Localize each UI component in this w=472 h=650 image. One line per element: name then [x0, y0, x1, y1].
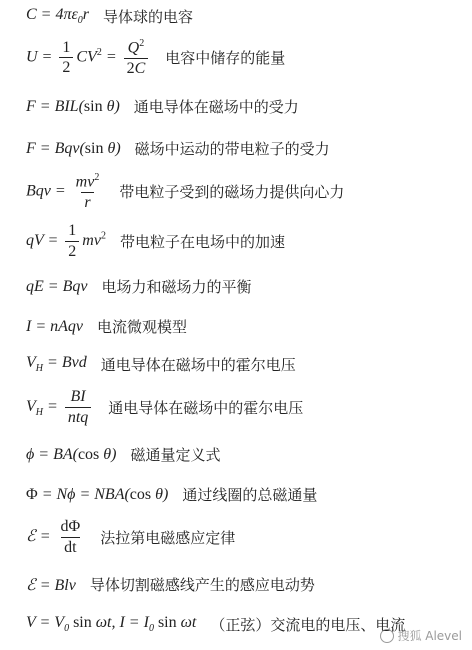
- sohu-logo-icon: [380, 629, 394, 643]
- formula: ϕ = BA(cos θ): [26, 445, 117, 463]
- formula: F = BIL(sin θ): [26, 97, 120, 115]
- formula-description: 电流微观模型: [97, 318, 188, 336]
- formula-row: [26, 316, 187, 337]
- formula-description: 通过线圈的总磁通量: [182, 486, 318, 504]
- formula: I = nAqv: [26, 317, 83, 335]
- formula-row: [26, 172, 344, 212]
- formula: qV = $\frac{1}{2}$ $mv^2$: [26, 222, 106, 260]
- formula: Bqv = $\frac{mv^2}{r}$: [26, 172, 100, 211]
- formula-description: 磁场中运动的带电粒子的受力: [134, 140, 330, 158]
- formula: $C = 4\pi\varepsilon_0r$: [26, 6, 90, 27]
- formula: U = $\frac{1}{2}$ $CV^2$ = $\frac{Q^2}{2C}$: [26, 38, 151, 78]
- watermark: [380, 627, 462, 644]
- formula-row: [26, 96, 299, 117]
- formula-row: [26, 138, 330, 159]
- formula-row: [26, 6, 193, 27]
- formula-description: 通电导体在磁场中的霍尔电压: [108, 398, 304, 417]
- formula-row: [26, 518, 235, 556]
- formula: Φ = Nϕ = NBA(cos θ): [26, 485, 169, 503]
- formula-description: 磁通量定义式: [130, 446, 221, 464]
- formula: qE = Bqv: [26, 277, 88, 295]
- formula-row: [26, 388, 303, 426]
- formula: F = Bqv(sin θ): [26, 139, 121, 157]
- formula: ℰ = Blv: [26, 576, 76, 594]
- formula: $V_H$ = BI ntq: [26, 388, 94, 426]
- formula: ℰ = $\frac{d\Phi}{dt}$: [26, 518, 81, 556]
- formula-description: 电容中储存的能量: [165, 49, 286, 68]
- formula-description: 导体球的电容: [103, 8, 194, 26]
- watermark-text: 搜狐 Alevel: [397, 629, 462, 643]
- formula: $V_H$ = Bvd: [26, 354, 87, 375]
- formula-row: [26, 276, 251, 297]
- formula-row: [26, 354, 296, 375]
- formula: $V = V_0$ sin ωt, $I = I_0$ sin ωt: [26, 614, 197, 635]
- formula-row: [26, 484, 317, 505]
- formula-row: [26, 614, 405, 635]
- formula-description: 电场力和磁场力的平衡: [101, 278, 252, 296]
- formula-description: 通电导体在磁场中的受力: [133, 98, 299, 116]
- formula-description: （正弦）交流电的电压、电流: [210, 616, 406, 634]
- formula-row: [26, 574, 315, 595]
- formula-description: 导体切割磁感线产生的感应电动势: [89, 576, 315, 594]
- formula-row: [26, 38, 285, 78]
- formula-description: 带电粒子在电场中的加速: [119, 232, 285, 251]
- formula-description: 带电粒子受到的磁场力提供向心力: [119, 183, 345, 202]
- formula-row: [26, 444, 220, 465]
- formula-row: [26, 222, 285, 260]
- formula-description: 通电导体在磁场中的霍尔电压: [100, 356, 296, 374]
- formula-description: 法拉第电磁感应定律: [100, 528, 236, 547]
